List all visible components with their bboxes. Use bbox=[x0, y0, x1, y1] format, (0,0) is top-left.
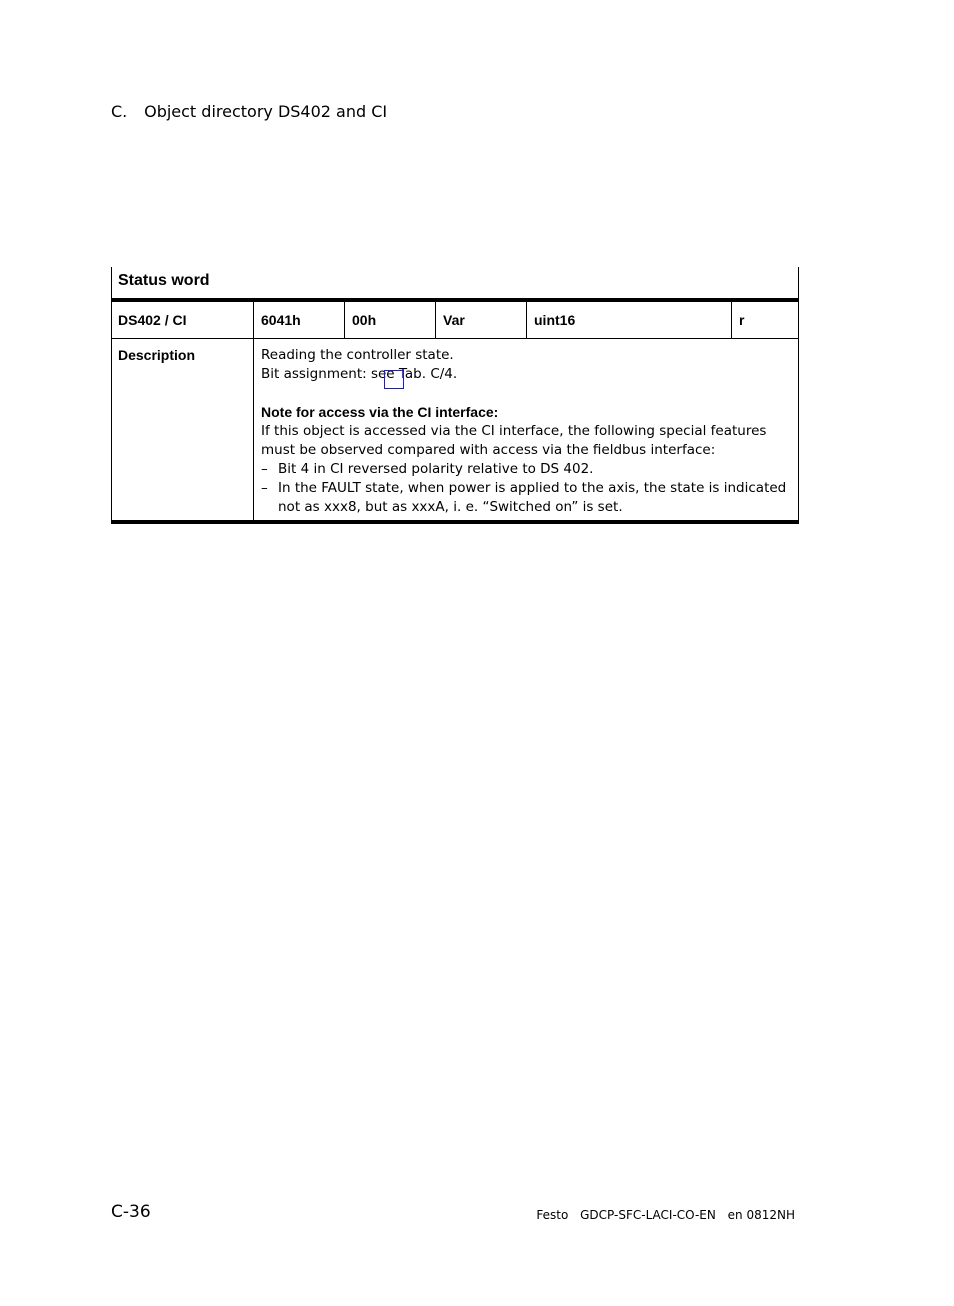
footer-revision: en 0812NH bbox=[727, 1208, 795, 1222]
note-line: must be observed compared with access via the fieldbus interface: bbox=[261, 442, 716, 458]
note-title: Note for access via the CI interface: bbox=[261, 404, 499, 420]
chapter-header bbox=[111, 102, 387, 121]
bullet-dash: – bbox=[261, 480, 268, 496]
bullet-text bbox=[278, 479, 786, 517]
chapter-title: Object directory DS402 and CI bbox=[144, 102, 388, 121]
description-line: Reading the controller state. bbox=[261, 347, 454, 363]
chapter-number: C. bbox=[111, 102, 128, 121]
protocol-cell: DS402 / CI bbox=[118, 312, 187, 328]
description-label: Description bbox=[118, 347, 196, 363]
spacer bbox=[261, 384, 792, 403]
page-number: C-36 bbox=[111, 1202, 151, 1222]
description-line[interactable]: Bit assignment: see Tab. C/4. bbox=[261, 366, 458, 382]
data-type-cell: uint16 bbox=[526, 302, 731, 338]
bullet-line: In the FAULT state, when power is applied to the axis, the state is indicated bbox=[278, 480, 787, 496]
object-title: Status word bbox=[112, 267, 798, 302]
access-cell: r bbox=[731, 302, 798, 338]
footer-doc-info bbox=[536, 1208, 795, 1222]
bullet-line: not as xxx8, but as xxxA, i. e. “Switched on” is set. bbox=[278, 499, 623, 515]
object-type-cell: Var bbox=[435, 302, 526, 338]
footer-company: Festo bbox=[536, 1208, 569, 1222]
bullet-text bbox=[278, 460, 593, 479]
subindex-cell: 00h bbox=[344, 302, 435, 338]
object-table bbox=[111, 267, 799, 524]
note-line: If this object is accessed via the CI interface, the following special features bbox=[261, 423, 767, 439]
cross-reference-highlight[interactable] bbox=[384, 370, 404, 389]
bullet-item bbox=[261, 479, 792, 517]
description-body bbox=[253, 339, 798, 520]
object-attribute-row bbox=[112, 302, 798, 339]
index-cell: 6041h bbox=[253, 302, 344, 338]
bullet-item bbox=[261, 460, 792, 479]
footer-doc-id: GDCP-SFC-LACI-CO-EN bbox=[580, 1208, 716, 1222]
bullet-dash: – bbox=[261, 461, 268, 477]
description-row bbox=[112, 339, 798, 524]
bullet-line: Bit 4 in CI reversed polarity relative to DS 402. bbox=[278, 461, 594, 477]
